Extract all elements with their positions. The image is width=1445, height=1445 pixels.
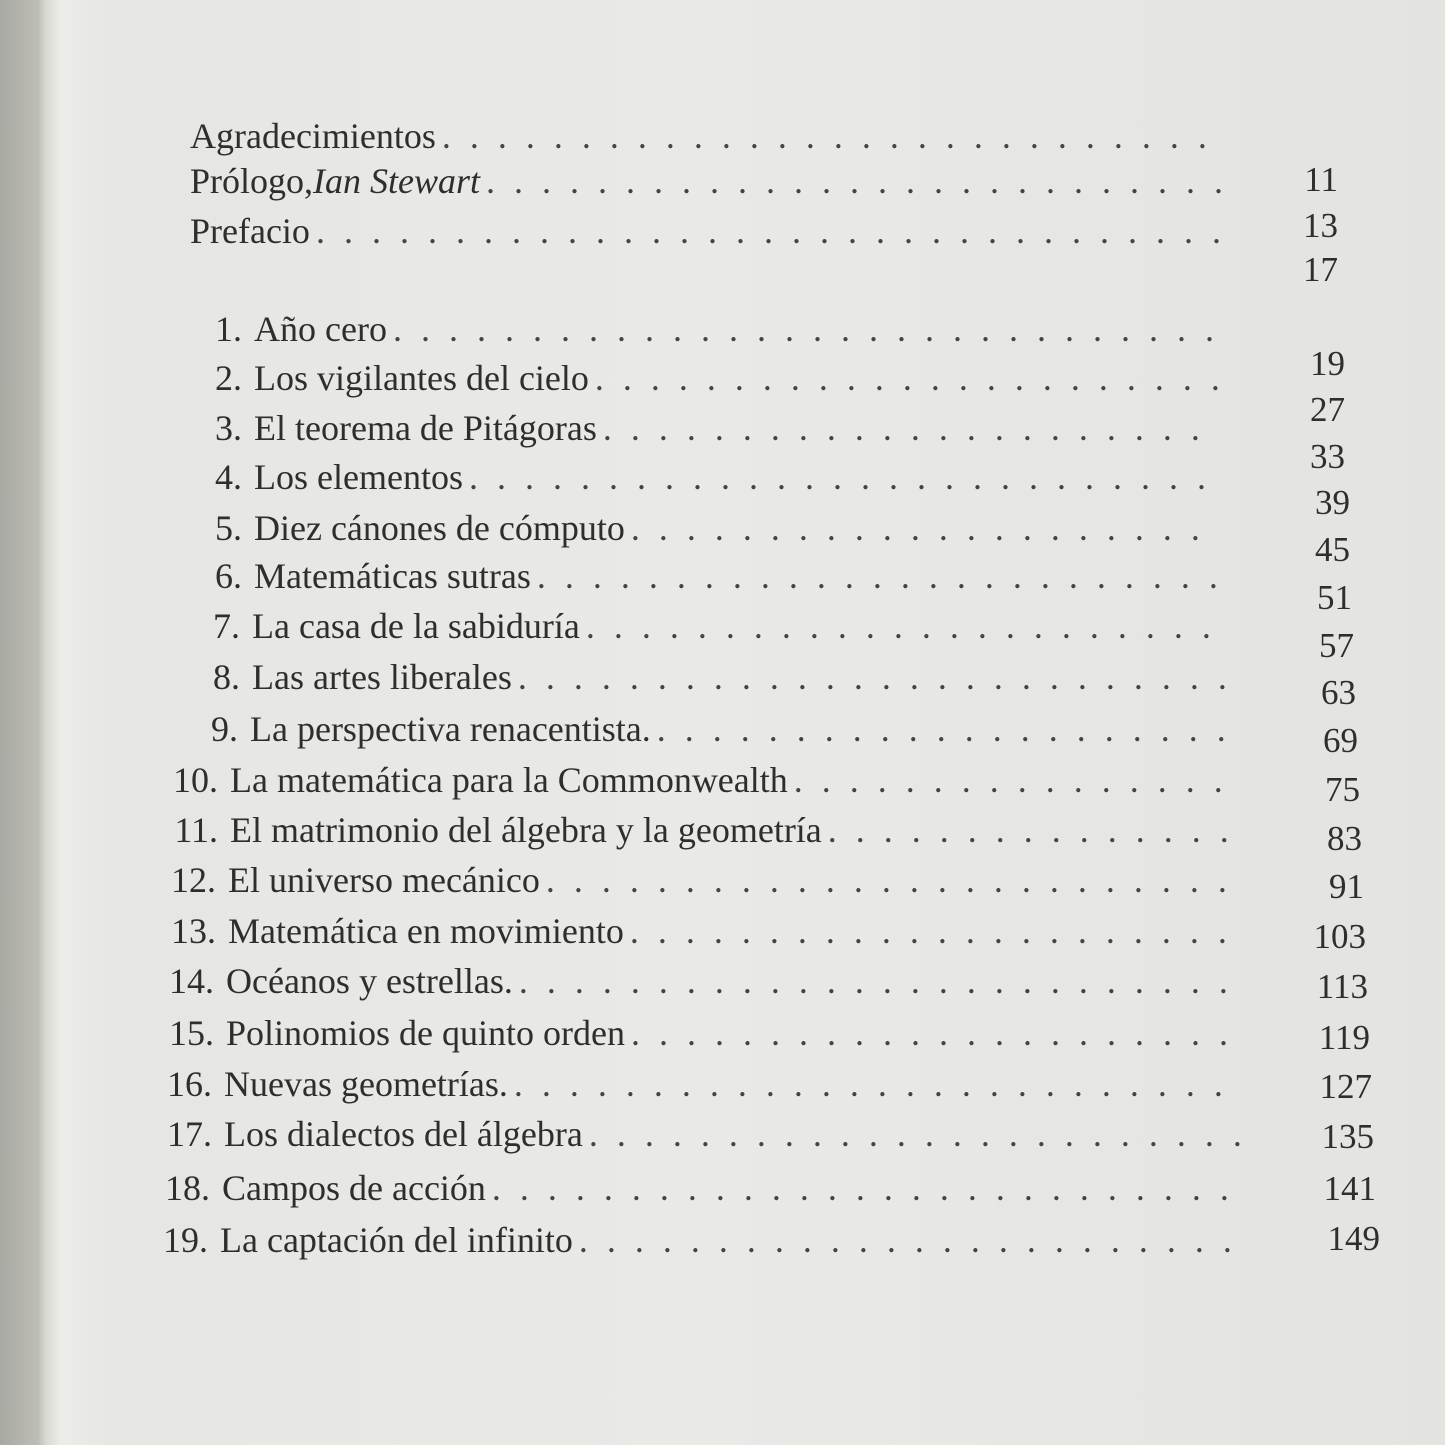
toc-entry-chapter[interactable] [186,308,1221,352]
chapter-page-number: 119 [1318,1018,1370,1057]
dot-leader [788,759,1232,801]
chapter-number: 3. [215,408,242,448]
toc-page-number: 17 [1303,250,1338,289]
toc-entry-chapter[interactable] [162,759,1232,803]
dot-leader [822,809,1234,851]
toc-entry-author: Ian Stewart [313,161,481,201]
dot-leader [597,407,1221,449]
chapter-number: 14. [169,961,214,1001]
chapter-title: Océanos y estrellas. [226,961,513,1001]
toc-entry-front[interactable] [190,210,1225,254]
toc-entry-chapter[interactable] [186,507,1221,551]
chapter-page-number: 57 [1319,626,1354,665]
chapter-page-number: 19 [1310,344,1345,383]
chapter-page-number: 91 [1329,867,1364,906]
toc-page-number: 13 [1303,206,1338,245]
chapter-title: La matemática para la Commonwealth [230,760,788,800]
chapter-number: 5. [215,508,242,548]
chapter-number: 18. [165,1168,210,1208]
chapter-title: Los elementos [254,457,463,497]
toc-entry-title: Prólogo, [190,161,314,201]
chapter-page-number: 149 [1327,1219,1380,1258]
toc-entry-title: Agradecimientos [190,116,436,156]
dot-leader [624,910,1238,952]
dot-leader [540,859,1236,901]
chapter-number: 16. [167,1064,212,1104]
dot-leader [513,960,1240,1002]
dot-leader [480,160,1225,202]
chapter-title: Año cero [254,309,387,349]
chapter-number: 2. [215,358,242,398]
toc-entry-title: Prefacio [190,211,310,251]
chapter-title: Los vigilantes del cielo [254,358,589,398]
chapter-number: 8. [213,657,240,697]
chapter-number: 12. [171,860,216,900]
chapter-page-number: 135 [1321,1117,1374,1156]
toc-entry-chapter[interactable] [160,910,1238,954]
chapter-number: 15. [169,1013,214,1053]
dot-leader [463,456,1221,498]
chapter-title: Los dialectos del álgebra [224,1114,583,1154]
dot-leader [573,1219,1251,1261]
toc-entry-chapter[interactable] [186,555,1221,599]
chapter-number: 17. [167,1114,212,1154]
toc-entry-chapter[interactable] [186,407,1221,451]
chapter-page-number: 127 [1319,1067,1372,1106]
chapter-title: Campos de acción [222,1168,486,1208]
toc-entry-chapter[interactable] [182,708,1228,752]
dot-leader [436,115,1225,157]
chapter-title: Nuevas geometrías. [224,1064,508,1104]
chapter-number: 1. [215,309,242,349]
chapter-number: 6. [215,556,242,596]
dot-leader [512,656,1226,698]
toc-entry-chapter[interactable] [186,357,1221,401]
dot-leader [486,1167,1248,1209]
chapter-title: El teorema de Pitágoras [254,408,597,448]
dot-leader [531,555,1221,597]
chapter-page-number: 51 [1317,578,1352,617]
chapter-page-number: 63 [1321,673,1356,712]
chapter-title: El matrimonio del álgebra y la geometría [230,810,822,850]
toc-entry-chapter[interactable] [184,605,1224,649]
chapter-number: 9. [211,709,238,749]
toc-entry-front[interactable] [190,160,1225,204]
toc-page-number: 11 [1304,160,1338,199]
chapter-number: 19. [163,1220,208,1260]
dot-leader [589,357,1221,399]
toc-entry-chapter[interactable] [152,1219,1251,1263]
dot-leader [387,308,1221,350]
chapter-number: 13. [171,911,216,951]
toc-entry-chapter[interactable] [184,656,1226,700]
chapter-number: 11. [174,810,218,850]
chapter-number: 10. [173,760,218,800]
chapter-title: Las artes liberales [252,657,512,697]
dot-leader [625,1012,1242,1054]
toc-entry-chapter[interactable] [186,456,1221,500]
dot-leader [625,507,1221,549]
chapter-page-number: 75 [1325,770,1360,809]
toc-entry-chapter[interactable] [158,1012,1242,1056]
chapter-page-number: 27 [1310,390,1345,429]
chapter-page-number: 45 [1315,530,1350,569]
chapter-page-number: 33 [1310,437,1345,476]
chapter-title: Diez cánones de cómputo [254,508,625,548]
chapter-title: La perspectiva renacentista. [250,709,651,749]
chapter-number: 4. [215,457,242,497]
dot-leader [583,1113,1246,1155]
toc-entry-chapter[interactable] [156,1063,1244,1107]
toc-entry-chapter[interactable] [160,859,1236,903]
chapter-page-number: 103 [1313,917,1366,956]
toc-entry-chapter[interactable] [158,960,1240,1004]
chapter-title: El universo mecánico [228,860,540,900]
chapter-page-number: 113 [1316,967,1368,1006]
chapter-number: 7. [213,606,240,646]
chapter-title: Matemática en movimiento [228,911,624,951]
dot-leader [508,1063,1244,1105]
toc-entry-front[interactable] [190,115,1225,159]
toc-entry-chapter[interactable] [154,1167,1248,1211]
chapter-page-number: 141 [1323,1169,1376,1208]
chapter-page-number: 69 [1323,721,1358,760]
chapter-title: La casa de la sabiduría [252,606,580,646]
toc-entry-chapter[interactable] [156,1113,1246,1157]
chapter-title: Matemáticas sutras [254,556,531,596]
chapter-page-number: 39 [1315,483,1350,522]
dot-leader [310,210,1225,252]
chapter-title: La captación del infinito [220,1220,573,1260]
dot-leader [580,605,1224,647]
toc-entry-chapter[interactable] [162,809,1234,853]
dot-leader [651,708,1228,750]
chapter-title: Polinomios de quinto orden [226,1013,625,1053]
chapter-page-number: 83 [1327,819,1362,858]
